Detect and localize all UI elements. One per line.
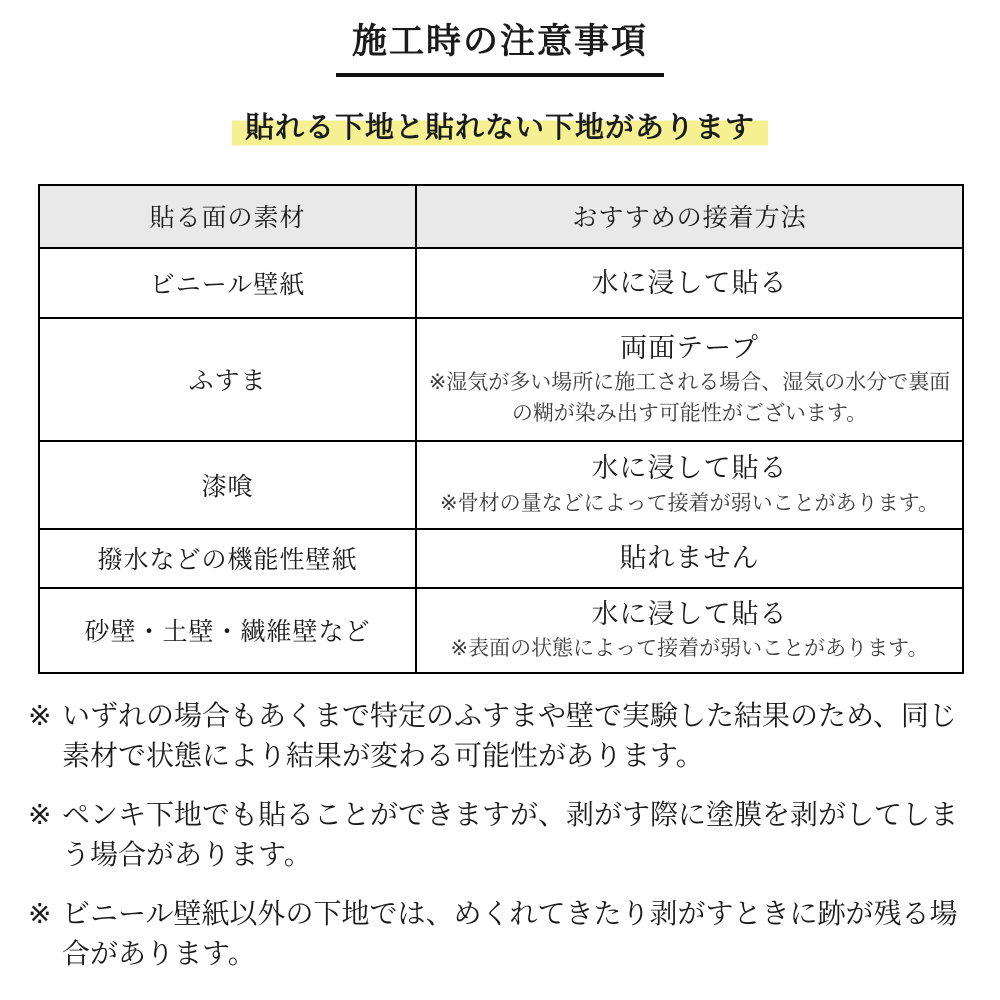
table-row — [39, 441, 963, 529]
footnote — [28, 696, 974, 776]
material-cell: 砂壁・土壁・繊維壁など — [39, 588, 416, 673]
method-cell — [416, 529, 963, 588]
footnote-marker: ※ — [28, 798, 52, 830]
header-method: おすすめの接着方法 — [416, 185, 963, 248]
method-cell — [416, 588, 963, 673]
table-row — [39, 529, 963, 588]
footnote-text: ペンキ下地でも貼ることができますが、剥がす際に塗膜を剥がしてしまう場合があります。 — [62, 798, 959, 870]
table-row — [39, 318, 963, 441]
method-label: 水に浸して貼る — [591, 453, 788, 484]
material-cell: ふすま — [39, 318, 416, 441]
subtitle-wrap — [0, 109, 1000, 148]
method-cell — [416, 318, 963, 441]
method-label: 水に浸して貼る — [591, 598, 788, 629]
adhesion-method-table — [38, 184, 964, 674]
material-cell: 漆喰 — [39, 441, 416, 529]
highlighted-subtitle: 貼れる下地と貼れない下地があります — [232, 109, 768, 148]
table-row — [39, 248, 963, 318]
footnote-text: ビニール壁紙以外の下地では、めくれてきたり剥がすときに跡が残る場合があります。 — [62, 898, 958, 970]
method-cell — [416, 248, 963, 318]
material-cell: 撥水などの機能性壁紙 — [39, 529, 416, 588]
footnote-marker: ※ — [28, 699, 52, 731]
method-label: 両面テープ — [620, 332, 759, 363]
footnote-marker: ※ — [28, 898, 52, 930]
footnote — [28, 795, 974, 875]
material-cell: ビニール壁紙 — [39, 248, 416, 318]
footnotes-section — [28, 696, 974, 974]
table-body — [39, 248, 963, 673]
header-material: 貼る面の素材 — [39, 185, 416, 248]
method-label: 水に浸して貼る — [591, 267, 788, 298]
page-title: 施工時の注意事項 — [336, 20, 664, 77]
table-header-row — [39, 185, 963, 248]
method-note: ※湿気が多い場所に施工される場合、湿気の水分で裏面の糊が染み出す可能性がございます。 — [428, 371, 951, 425]
title-wrap — [0, 20, 1000, 77]
footnote-text: いずれの場合もあくまで特定のふすまや壁で実験した結果のため、同じ素材で状態により結果が変わる可能性があります。 — [62, 699, 957, 771]
method-note: ※表面の状態によって接着が弱いことがあります。 — [450, 637, 929, 661]
method-cell — [416, 441, 963, 529]
footnote — [28, 894, 974, 974]
method-note: ※骨材の量などによって接着が弱いことがあります。 — [440, 491, 939, 515]
method-label: 貼れません — [619, 543, 760, 574]
table-row — [39, 588, 963, 673]
